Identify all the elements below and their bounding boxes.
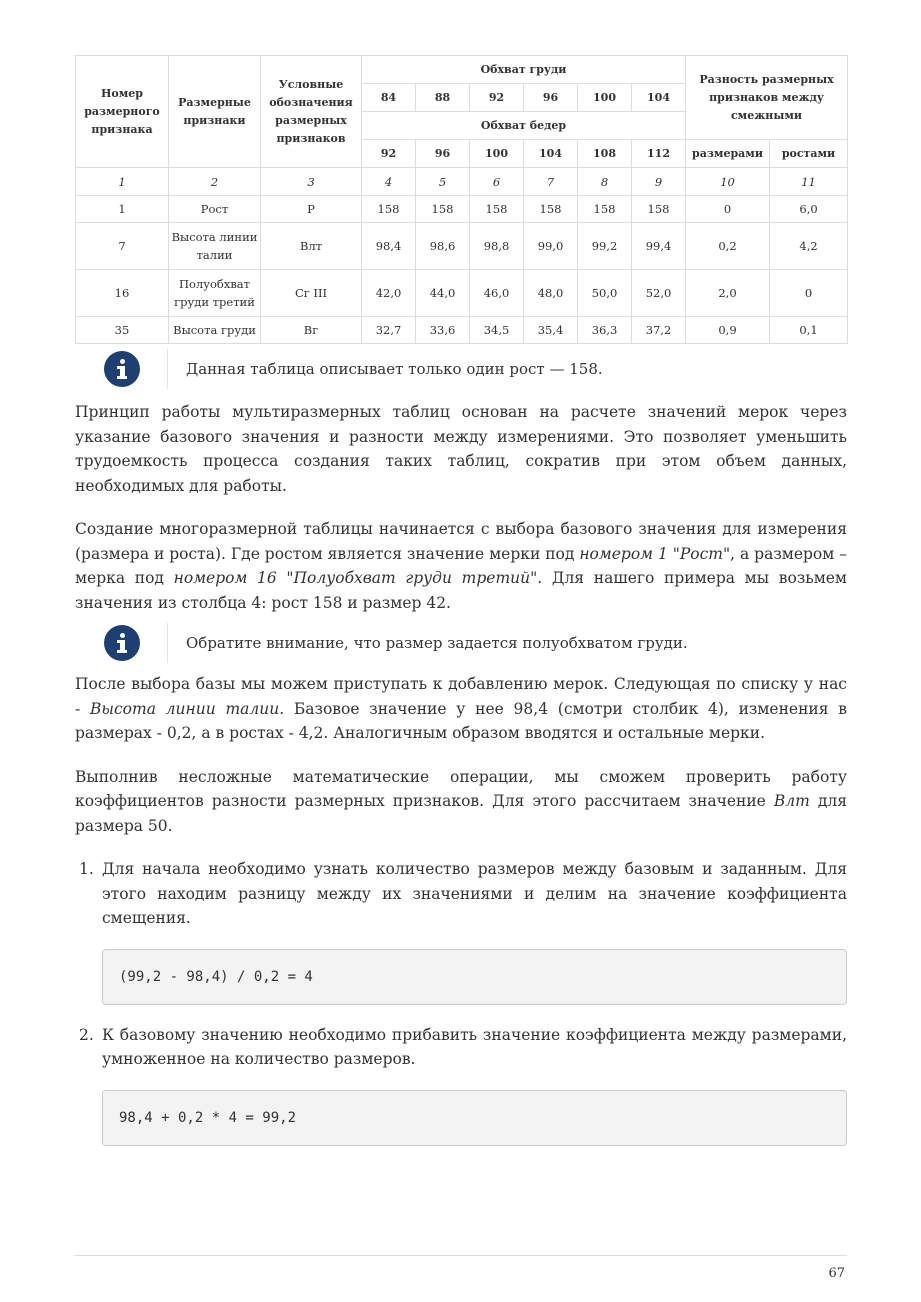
table-cell: 158: [416, 196, 470, 223]
table-cell: 98,4: [362, 223, 416, 270]
table-cell: 1: [76, 168, 169, 196]
table-cell: 158: [632, 196, 686, 223]
paragraph: Принцип работы мультиразмерных таблиц основан на расчете значений мерок через указание базового значения и разности между измерениями. Это позволяет уменьшить трудоемкость процесса создания таких таблиц, сократив при этом объем данных, необходимых для работы.: [75, 403, 847, 495]
note-text: Обратите внимание, что размер задается полуобхватом груди.: [186, 634, 688, 652]
table-cell: Влт: [261, 223, 362, 270]
header-chest: Обхват груди: [362, 56, 686, 84]
table-cell: 7: [524, 168, 578, 196]
info-icon: [104, 351, 140, 387]
chest-value: 104: [632, 84, 686, 112]
table-cell: Высота груди: [169, 317, 261, 344]
table-cell: Р: [261, 196, 362, 223]
info-note: [104, 623, 847, 663]
table-cell: 0: [770, 270, 848, 317]
step-text: К базовому значению необходимо прибавить значение коэффициента между размерами, умноженное на количество размеров.: [102, 1025, 847, 1068]
list-number: 2.: [79, 1025, 94, 1044]
table-cell: 6: [470, 168, 524, 196]
table-cell: 7: [76, 223, 169, 270]
table-cell: 36,3: [578, 317, 632, 344]
paragraph: [75, 672, 847, 746]
table-cell: 50,0: [578, 270, 632, 317]
table-cell: 2,0: [686, 270, 770, 317]
text-run: Базовое значение у нее 98,4 (смотри столбик 4), изменения в размерах - 0,2, а в ростах - 4,2. Аналогичным образом вводятся и остальные мерки.: [75, 699, 847, 742]
table-cell: 52,0: [632, 270, 686, 317]
column-index-row: [76, 168, 848, 196]
table-cell: 37,2: [632, 317, 686, 344]
hips-value: 108: [578, 140, 632, 168]
chest-value: 100: [578, 84, 632, 112]
hips-value: 96: [416, 140, 470, 168]
table-cell: 98,6: [416, 223, 470, 270]
table-cell: 4: [362, 168, 416, 196]
table-cell: 158: [362, 196, 416, 223]
table-cell: 10: [686, 168, 770, 196]
code-block: 98,4 + 0,2 * 4 = 99,2: [102, 1090, 847, 1146]
step-text: Для начала необходимо узнать количество размеров между базовым и заданным. Для этого находим разницу между их значениями и делим на значение коэффициента смещения.: [102, 860, 847, 927]
table-cell: 44,0: [416, 270, 470, 317]
list-item: [75, 857, 847, 1005]
table-cell: Рост: [169, 196, 261, 223]
table-cell: 32,7: [362, 317, 416, 344]
note-divider: [167, 623, 168, 663]
emphasis: Высота линии талии.: [89, 699, 285, 718]
paragraph: [75, 765, 847, 839]
table-cell: 99,4: [632, 223, 686, 270]
text-run: Выполнив несложные математические операции, мы сможем проверить работу коэффициентов разности размерных признаков. Для этого рассчитаем значение: [75, 767, 847, 810]
hips-value: 112: [632, 140, 686, 168]
header-number: Номер размерного признака: [76, 56, 169, 168]
table-cell: 158: [470, 196, 524, 223]
table-cell: 1: [76, 196, 169, 223]
table-row: [76, 196, 848, 223]
header-symbols: Условные обозначения размерных признаков: [261, 56, 362, 168]
note-text: Данная таблица описывает только один рост — 158.: [186, 360, 603, 378]
table-cell: 35,4: [524, 317, 578, 344]
steps-list: [75, 857, 847, 1146]
table-cell: 48,0: [524, 270, 578, 317]
text-run: для размера 50.: [75, 792, 847, 835]
list-item: [75, 1023, 847, 1146]
table-cell: 35: [76, 317, 169, 344]
table-cell: 5: [416, 168, 470, 196]
table-cell: 46,0: [470, 270, 524, 317]
code-block: (99,2 - 98,4) / 0,2 = 4: [102, 949, 847, 1005]
table-cell: 16: [76, 270, 169, 317]
table-cell: 6,0: [770, 196, 848, 223]
table-cell: 9: [632, 168, 686, 196]
emphasis: номером 16 "Полуобхват груди третий": [173, 569, 538, 587]
table-row: [76, 270, 848, 317]
measurements-table: [75, 55, 848, 344]
text-run: После выбора базы мы можем приступать к добавлению мерок. Следующая по списку у нас -: [75, 675, 847, 718]
table-cell: 8: [578, 168, 632, 196]
info-icon: [104, 625, 140, 661]
footer-divider: [75, 1255, 847, 1256]
table-cell: 0,9: [686, 317, 770, 344]
table-cell: Вг: [261, 317, 362, 344]
table-cell: 99,0: [524, 223, 578, 270]
chest-value: 88: [416, 84, 470, 112]
info-note: [104, 349, 847, 389]
chest-value: 96: [524, 84, 578, 112]
table-cell: 3: [261, 168, 362, 196]
table-row: [76, 317, 848, 344]
text-run: . Для нашего примера мы возьмем значения из столбца 4: рост 158 и размер 42.: [75, 569, 847, 612]
table-cell: 4,2: [770, 223, 848, 270]
table-cell: Полуобхват груди третий: [169, 270, 261, 317]
table-cell: Высота линии талии: [169, 223, 261, 270]
table-cell: 99,2: [578, 223, 632, 270]
table-cell: 11: [770, 168, 848, 196]
text-run: Создание многоразмерной таблицы начинается с выбора базового значения для измерения (размера и роста). Где ростом является значение мерки под: [75, 520, 847, 563]
header-diff-sizes: размерами: [686, 140, 770, 168]
page-content: [75, 55, 847, 1146]
header-diff-heights: ростами: [770, 140, 848, 168]
chest-value: 84: [362, 84, 416, 112]
header-hips: Обхват бедер: [362, 112, 686, 140]
note-divider: [167, 349, 168, 389]
table-cell: 0,1: [770, 317, 848, 344]
emphasis: номером 1 "Рост": [579, 544, 731, 563]
chest-value: 92: [470, 84, 524, 112]
table-cell: 98,8: [470, 223, 524, 270]
hips-value: 100: [470, 140, 524, 168]
page-number: 67: [828, 1266, 845, 1281]
table-cell: 34,5: [470, 317, 524, 344]
table-cell: 158: [578, 196, 632, 223]
paragraph: [75, 517, 847, 615]
table-row: [76, 223, 848, 270]
table-cell: 0,2: [686, 223, 770, 270]
table-cell: 2: [169, 168, 261, 196]
hips-value: 92: [362, 140, 416, 168]
table-cell: 42,0: [362, 270, 416, 317]
table-cell: Сг III: [261, 270, 362, 317]
list-number: 1.: [79, 860, 94, 878]
table-cell: 158: [524, 196, 578, 223]
hips-value: 104: [524, 140, 578, 168]
header-features: Размерные признаки: [169, 56, 261, 168]
emphasis: Влт: [773, 792, 810, 810]
table-cell: 0: [686, 196, 770, 223]
header-diff: Разность размерных признаков между смежными: [686, 56, 848, 140]
text-run: , а размером – мерка под: [75, 544, 847, 587]
table-cell: 33,6: [416, 317, 470, 344]
